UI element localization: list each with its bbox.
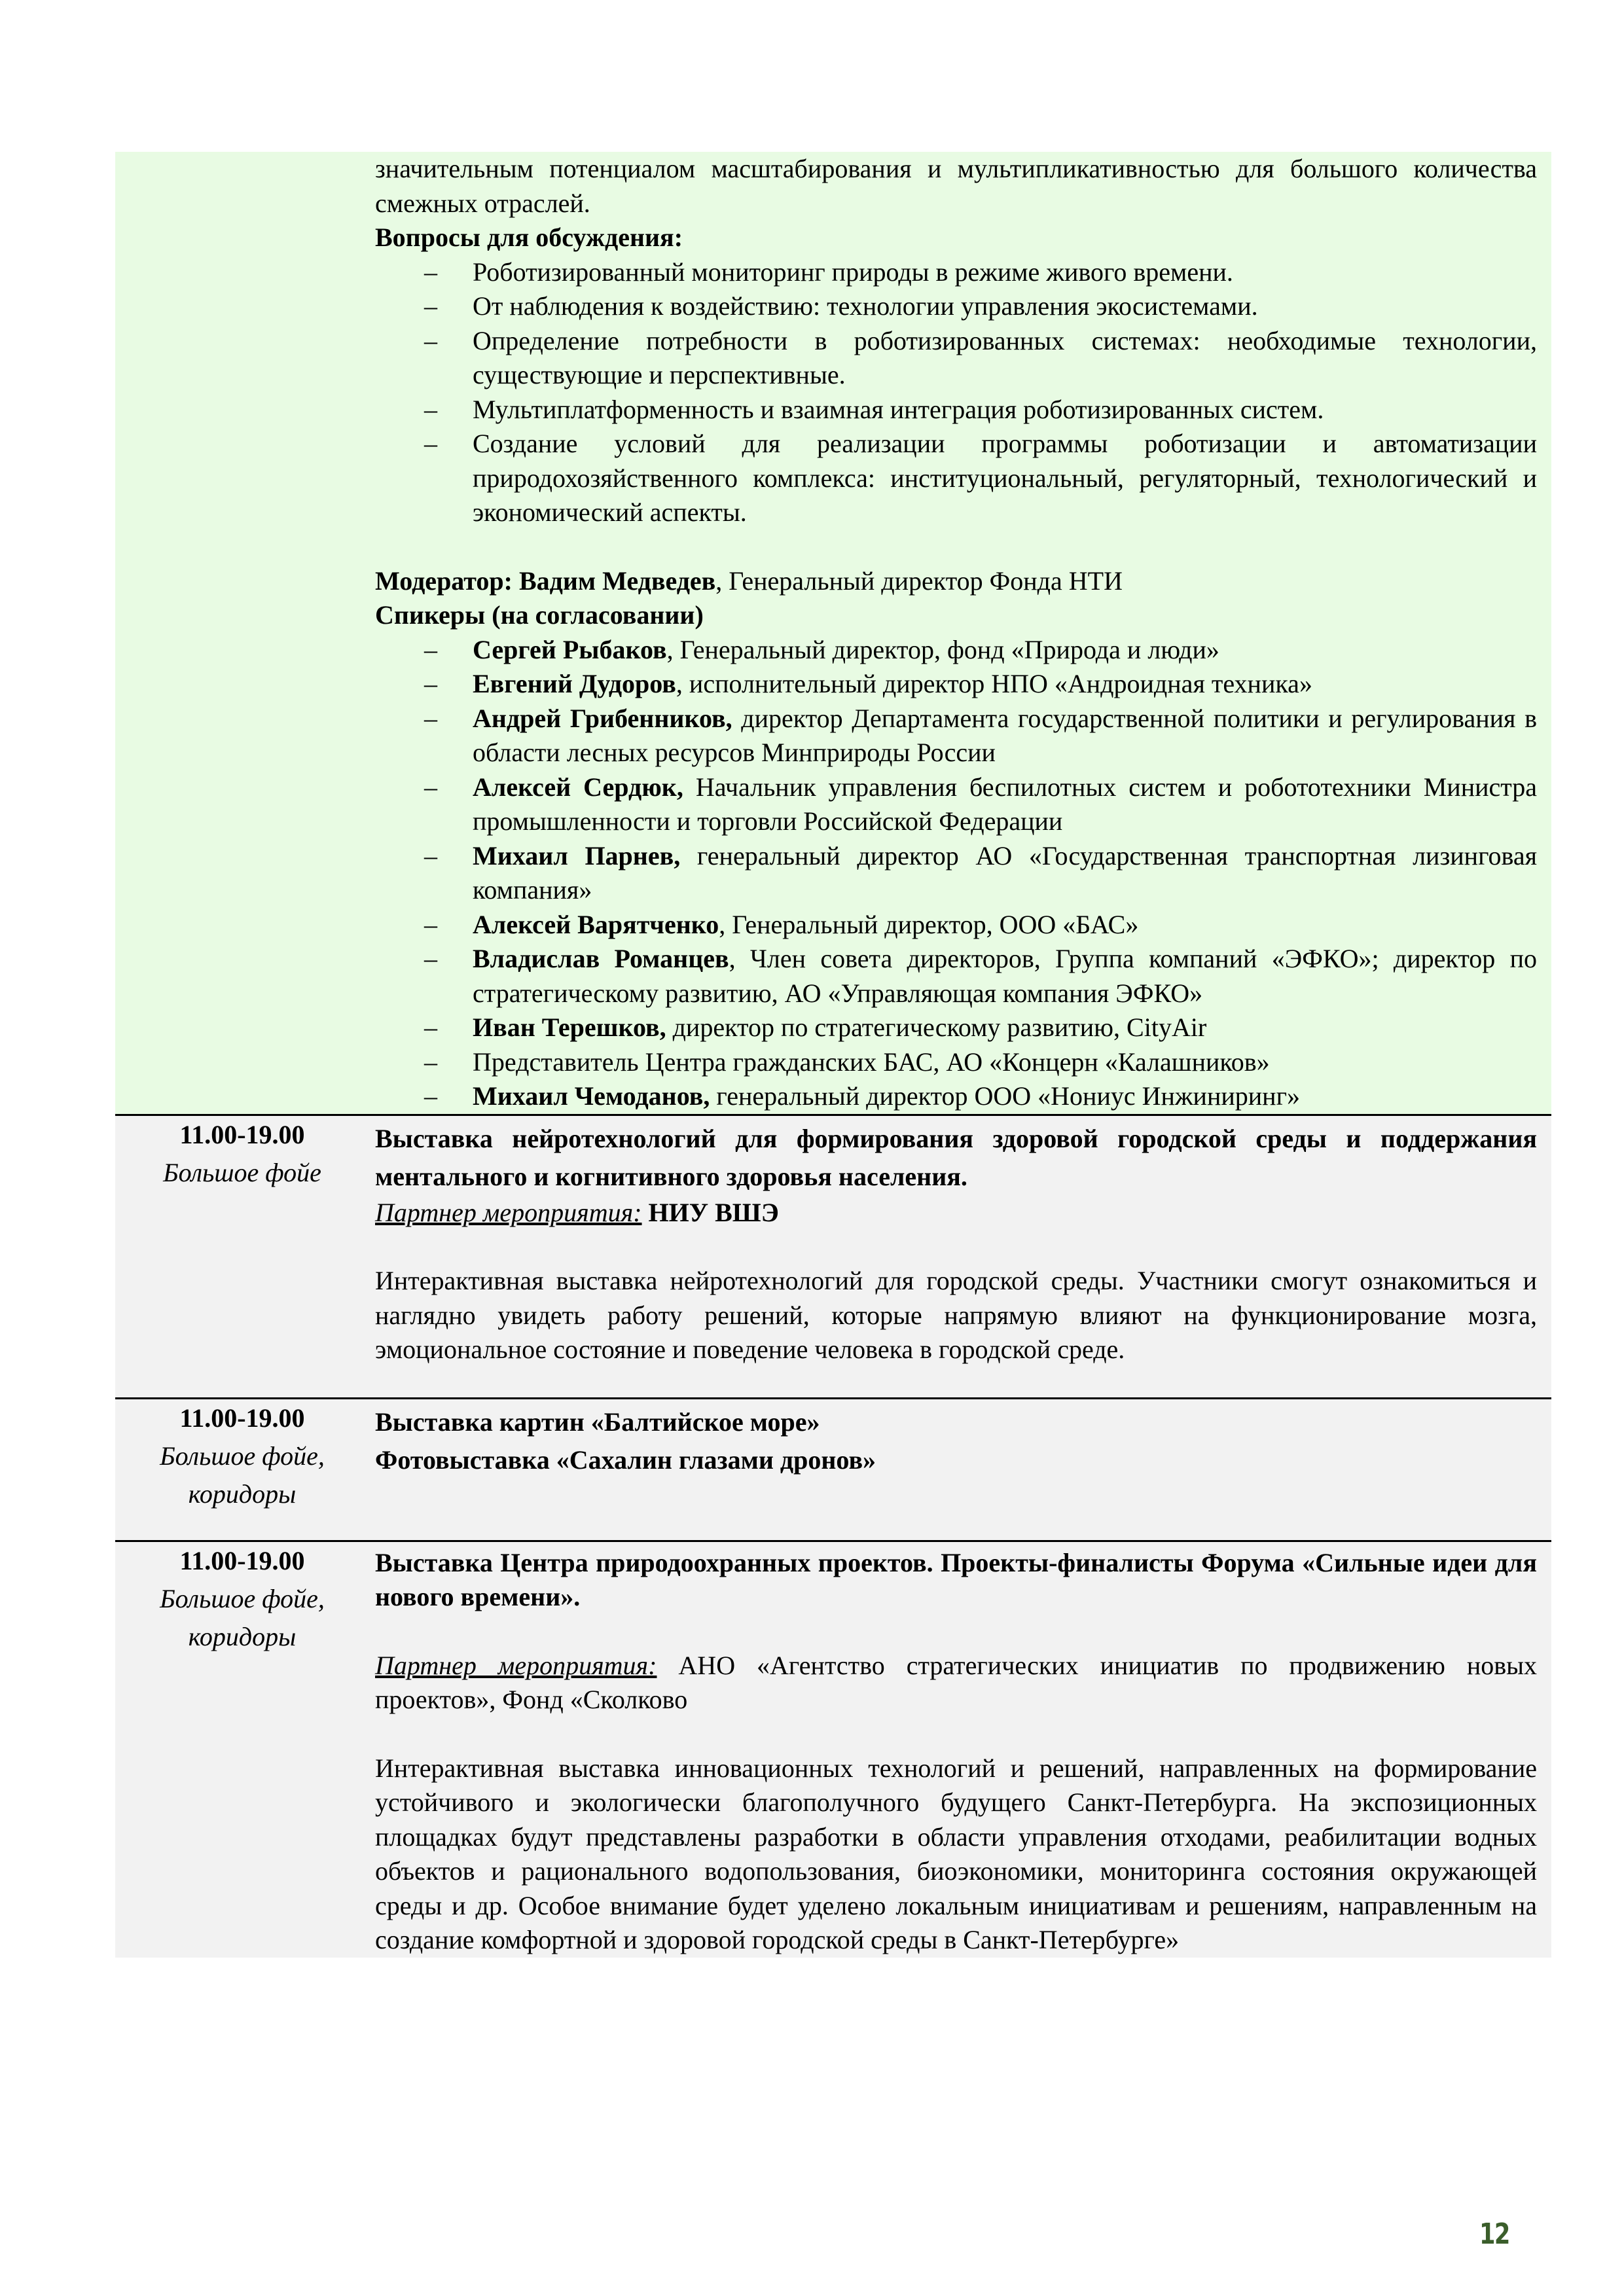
question-item: – Мультиплатформенность и взаимная интеграция роботизированных систем. [375, 393, 1537, 427]
speakers-list [375, 633, 1537, 1114]
event-time-cell [115, 1399, 369, 1540]
dash-bullet-icon: – [424, 1081, 437, 1111]
dash-bullet-icon: – [424, 909, 437, 939]
speaker-name: Андрей Грибенников, [473, 703, 732, 733]
session-row [115, 152, 1551, 1114]
speaker-item [375, 942, 1537, 1011]
speaker-role: , исполнительный директор НПО «Андроидная техника» [676, 669, 1312, 698]
event-time: 11.00-19.00 [179, 1545, 305, 1575]
questions-list [375, 255, 1537, 530]
speaker-role: генеральный директор АО «Государственная транспортная лизинговая компания» [473, 840, 1537, 905]
moderator-name: Вадим Медведев [518, 565, 716, 596]
dash-bullet-icon: – [424, 840, 437, 870]
event-title: Выставка Центра природоохранных проектов. Проекты-финалисты Форума «Сильные идеи для нового времени». [375, 1547, 1537, 1611]
event-title: Фотовыставка «Сахалин глазами дронов» [375, 1444, 876, 1475]
dash-bullet-icon: – [424, 1047, 437, 1077]
questions-heading: Вопросы для обсуждения: [375, 223, 683, 252]
event-place: Большое фойе, [160, 1441, 325, 1471]
speaker-role: , Генеральный директор, ООО «БАС» [719, 909, 1139, 939]
event-time: 11.00-19.00 [179, 1119, 305, 1149]
dash-bullet-icon: – [424, 257, 437, 287]
speaker-role: , Член совета директоров, Группа компаний «ЭФКО»; директор по стратегическому развитию, АО «Управляющая компания ЭФКО» [473, 944, 1537, 1008]
dash-bullet-icon: – [424, 669, 437, 698]
speaker-name: Иван Терешков, [473, 1013, 666, 1042]
speaker-role: , Генеральный директор, фонд «Природа и люди» [666, 634, 1219, 664]
dash-bullet-icon: – [424, 772, 437, 802]
dash-bullet-icon: – [424, 1013, 437, 1042]
question-item: – Определение потребности в роботизированных системах: необходимые технологии, существующие и перспективные. [375, 324, 1537, 393]
speaker-item [375, 839, 1537, 908]
event-content [369, 1399, 1551, 1540]
speaker-name: Евгений Дудоров [473, 669, 676, 698]
speaker-item [375, 770, 1537, 839]
event-place: Большое фойе, [160, 1583, 325, 1613]
page-number: 12 [1479, 2217, 1509, 2251]
event-row [115, 1540, 1551, 1958]
speaker-role: директор по стратегическому развитию, CityAir [666, 1013, 1207, 1042]
dash-bullet-icon: – [424, 703, 437, 733]
event-title: Выставка нейротехнологий для формирования здоровой городской среды и поддержания ментального и когнитивного здоровья населения. [375, 1123, 1537, 1191]
event-time-cell [115, 1542, 369, 1958]
speaker-item [375, 1079, 1537, 1114]
event-place: коридоры [188, 1621, 297, 1651]
speaker-item [375, 1045, 1537, 1080]
event-partner: Партнер мероприятия: НИУ ВШЭ [375, 1197, 779, 1227]
dash-bullet-icon: – [424, 394, 437, 424]
speaker-name: Алексей Сердюк, [473, 772, 683, 802]
event-title: Выставка картин «Балтийское море» [375, 1407, 820, 1437]
speaker-name: Михаил Чемоданов, [473, 1081, 710, 1111]
speaker-name: Владислав Романцев [473, 944, 729, 973]
event-place: коридоры [188, 1479, 297, 1509]
event-row [115, 1114, 1551, 1397]
event-row [115, 1397, 1551, 1540]
spacer [375, 1615, 1537, 1649]
speaker-role: директор Департамента государственной политики и регулирования в области лесных ресурсов Минприроды России [473, 703, 1537, 767]
event-content [369, 1116, 1551, 1397]
dash-bullet-icon: – [424, 944, 437, 973]
speaker-name: Сергей Рыбаков [473, 634, 667, 664]
speaker-item [375, 633, 1537, 668]
spacer [375, 1230, 1537, 1264]
speaker-name: Алексей Варятченко [473, 909, 719, 939]
question-item: – От наблюдения к воздействию: технологии управления экосистемами. [375, 289, 1537, 324]
speaker-item [375, 1011, 1537, 1045]
session-time-cell [115, 152, 369, 1114]
spacer [375, 530, 1537, 564]
speaker-item [375, 702, 1537, 770]
event-time: 11.00-19.00 [179, 1403, 305, 1433]
dash-bullet-icon: – [424, 634, 437, 664]
speaker-role: генеральный директор ООО «Нониус Инжиниринг» [710, 1081, 1300, 1111]
moderator-line: Модератор: Вадим Медведев, Генеральный директор Фонда НТИ [375, 565, 1123, 596]
dash-bullet-icon: – [424, 325, 437, 355]
speaker-role: Начальник управления беспилотных систем и робототехники Министра промышленности и торговли Российской Федерации [473, 772, 1537, 836]
question-item: – Создание условий для реализации программы роботизации и автоматизации природохозяйственного комплекса: институциональный, регуляторный, технологический и экономический аспекты. [375, 427, 1537, 530]
session-content [369, 152, 1551, 1114]
program-table [115, 152, 1551, 1958]
partner-value: НИУ ВШЭ [641, 1197, 779, 1227]
event-time-cell [115, 1116, 369, 1397]
speaker-item [375, 667, 1537, 702]
dash-bullet-icon: – [424, 291, 437, 321]
event-description: Интерактивная выставка инновационных технологий и решений, направленных на формирование устойчивого и экологически благополучного будущего Санкт-Петербурга. На экспозиционных площадках будут представлены разработки в области управления отходами, реабилитации водных объектов и рационального водопользования, биоэкономики, мониторинга состояния окружающей среды и др. Особое внимание будет уделено локальным инициативам и решениям, направленным на создание комфортной и здоровой городской среды в Санкт-Петербурге» [375, 1753, 1537, 1954]
event-description: Интерактивная выставка нейротехнологий для городской среды. Участники смогут ознакомиться и наглядно увидеть работу решений, которые напрямую влияют на функционирование мозга, эмоциональное состояние и поведение человека в городской среде. [375, 1266, 1537, 1364]
moderator-role: , Генеральный директор Фонда НТИ [715, 565, 1123, 596]
partner-value: АНО «Агентство стратегических инициатив по продвижению новых проектов», Фонд «Сколково [375, 1650, 1537, 1714]
session-intro: значительным потенциалом масштабирования и мультипликативностью для большого количества смежных отраслей. [375, 154, 1537, 218]
speaker-name: Михаил Парнев, [473, 840, 681, 870]
spacer [375, 1717, 1537, 1751]
speaker-item [375, 908, 1537, 942]
event-content [369, 1542, 1551, 1958]
speaker-role: Представитель Центра гражданских БАС, АО «Концерн «Калашников» [473, 1047, 1270, 1077]
dash-bullet-icon: – [424, 429, 437, 458]
event-partner: Партнер мероприятия: АНО «Агентство стратегических инициатив по продвижению новых проектов», Фонд «Сколково [375, 1650, 1537, 1714]
event-place: Большое фойе [163, 1157, 321, 1187]
question-item: – Роботизированный мониторинг природы в режиме живого времени. [375, 255, 1537, 290]
speakers-heading: Спикеры (на согласовании) [375, 600, 704, 630]
